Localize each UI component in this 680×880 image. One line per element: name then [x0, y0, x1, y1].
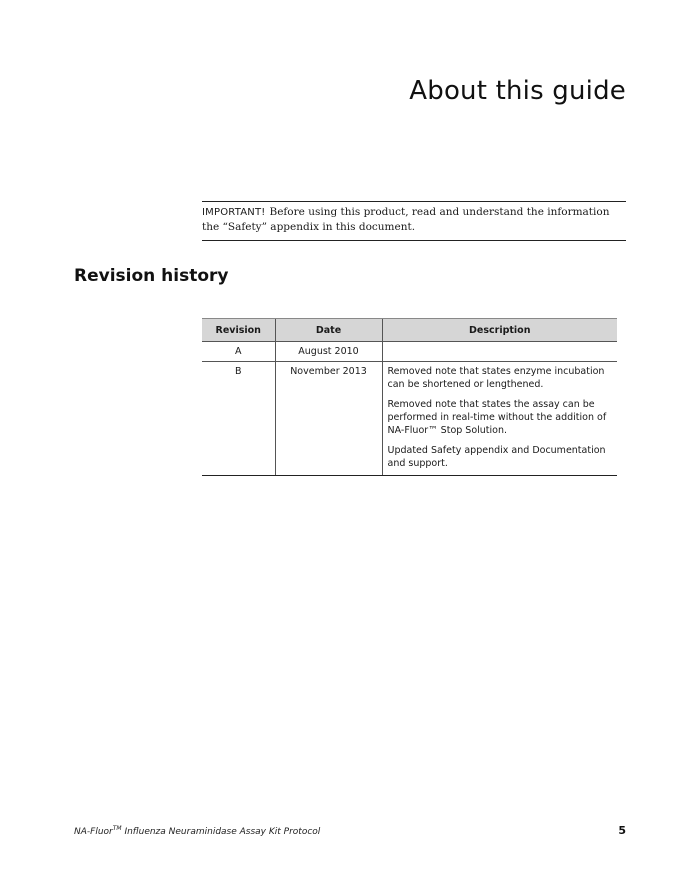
footer-title-rest: Influenza Neuraminidase Assay Kit Protocol — [121, 827, 321, 837]
table-header-row — [202, 319, 617, 342]
page-title: About this guide — [409, 76, 626, 106]
important-notice — [202, 201, 626, 241]
footer-document-title — [74, 825, 320, 837]
revision-cell: B — [202, 362, 275, 476]
important-label: IMPORTANT! — [202, 207, 266, 218]
description-item: Removed note that states the assay can be performed in real-time without the addition of NA-Fluor™ Stop Solution. — [387, 399, 607, 436]
date-cell: August 2010 — [275, 342, 382, 362]
description-cell — [382, 342, 617, 362]
header-revision: Revision — [202, 319, 275, 342]
footer-trademark: TM — [112, 825, 122, 832]
header-date: Date — [275, 319, 382, 342]
page-number: 5 — [618, 824, 626, 837]
header-description: Description — [382, 319, 617, 342]
description-item: Removed note that states enzyme incubation can be shortened or lengthened. — [387, 366, 605, 390]
important-text: Before using this product, read and understand the information the “Safety” appendix in this document. — [202, 206, 610, 233]
description-item: Updated Safety appendix and Documentation and support. — [387, 445, 606, 469]
section-heading-revision-history: Revision history — [74, 266, 229, 286]
description-cell — [382, 362, 617, 476]
revision-history-table — [202, 318, 617, 476]
footer-product-name: NA-Fluor — [74, 827, 113, 837]
table-row — [202, 362, 617, 476]
table-row — [202, 342, 617, 362]
revision-cell: A — [202, 342, 275, 362]
date-cell: November 2013 — [275, 362, 382, 476]
